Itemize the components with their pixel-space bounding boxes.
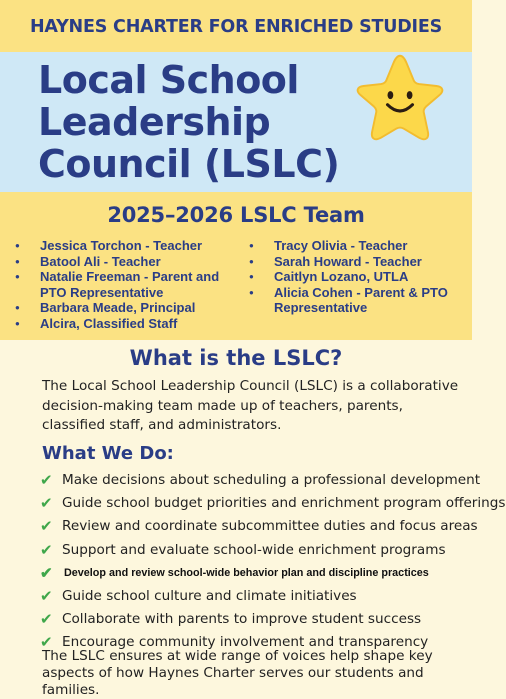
team-member: ● Batool Ali - Teacher xyxy=(10,254,235,270)
list-item-text: Guide school culture and climate initiatives xyxy=(62,587,357,604)
school-name: HAYNES CHARTER FOR ENRICHED STUDIES xyxy=(29,17,443,37)
team-member: ● Alcira, Classified Staff xyxy=(10,316,235,332)
list-item xyxy=(40,515,478,538)
title-line-3: Council (LSLC) xyxy=(38,142,340,186)
check-icon: ✔ xyxy=(40,471,53,489)
list-item xyxy=(40,562,472,585)
list-item xyxy=(40,585,472,608)
team-member: ● Caitlyn Lozano, UTLA xyxy=(244,269,466,285)
list-item-text: Encourage community involvement and transparency xyxy=(62,634,429,651)
check-icon: ✔ xyxy=(40,494,53,513)
about-heading: What is the LSLC? xyxy=(129,346,343,370)
list-item xyxy=(40,608,472,631)
smiling-star-icon xyxy=(352,50,448,146)
team-member: ● Sarah Howard - Teacher xyxy=(244,254,466,270)
team-member: ● Tracy Olivia - Teacher xyxy=(244,238,466,254)
list-item-text: Support and evaluate school-wide enrichment programs xyxy=(62,541,446,558)
team-member: ● Alicia Cohen - Parent & PTO Representative xyxy=(244,285,466,316)
check-icon: ✔ xyxy=(40,586,53,605)
check-icon: ✔ xyxy=(40,564,53,582)
about-description: The Local School Leadership Council (LSLC) is a collaborative decision-making team made up of teachers, parents, classified staff, and administrators. xyxy=(42,378,459,433)
check-icon: ✔ xyxy=(40,610,53,629)
what-we-do-heading: What We Do: xyxy=(42,443,174,464)
title-line-1: Local School xyxy=(38,58,299,102)
list-item-text: Review and coordinate subcommittee duties and focus areas xyxy=(62,518,478,535)
list-item xyxy=(40,469,481,492)
list-item-text: Guide school budget priorities and enrichment program offerings xyxy=(62,495,506,512)
page-title xyxy=(38,59,338,185)
list-item-text: Develop and review school-wide behavior plan and discipline practices xyxy=(64,566,429,579)
list-item xyxy=(40,539,472,562)
team-member: ● Jessica Torchon - Teacher xyxy=(10,238,235,254)
team-list-left xyxy=(10,238,235,331)
check-icon: ✔ xyxy=(40,517,53,536)
title-line-2: Leadership xyxy=(38,100,271,144)
list-item xyxy=(40,492,506,515)
list-item-text: Collaborate with parents to improve student success xyxy=(62,611,422,628)
check-icon: ✔ xyxy=(40,633,53,652)
what-we-do-list xyxy=(40,469,506,655)
team-member: ● Natalie Freeman - Parent and PTO Representative xyxy=(10,269,235,300)
check-icon: ✔ xyxy=(40,540,53,559)
team-list-right xyxy=(244,238,466,316)
closing-statement: The LSLC ensures at wide range of voices help shape key aspects of how Haynes Charter serves our students and families. xyxy=(42,648,433,698)
list-item-text: Make decisions about scheduling a professional development xyxy=(62,472,481,488)
team-member: ● Barbara Meade, Principal xyxy=(10,300,235,316)
team-heading: 2025–2026 LSLC Team xyxy=(107,203,365,227)
